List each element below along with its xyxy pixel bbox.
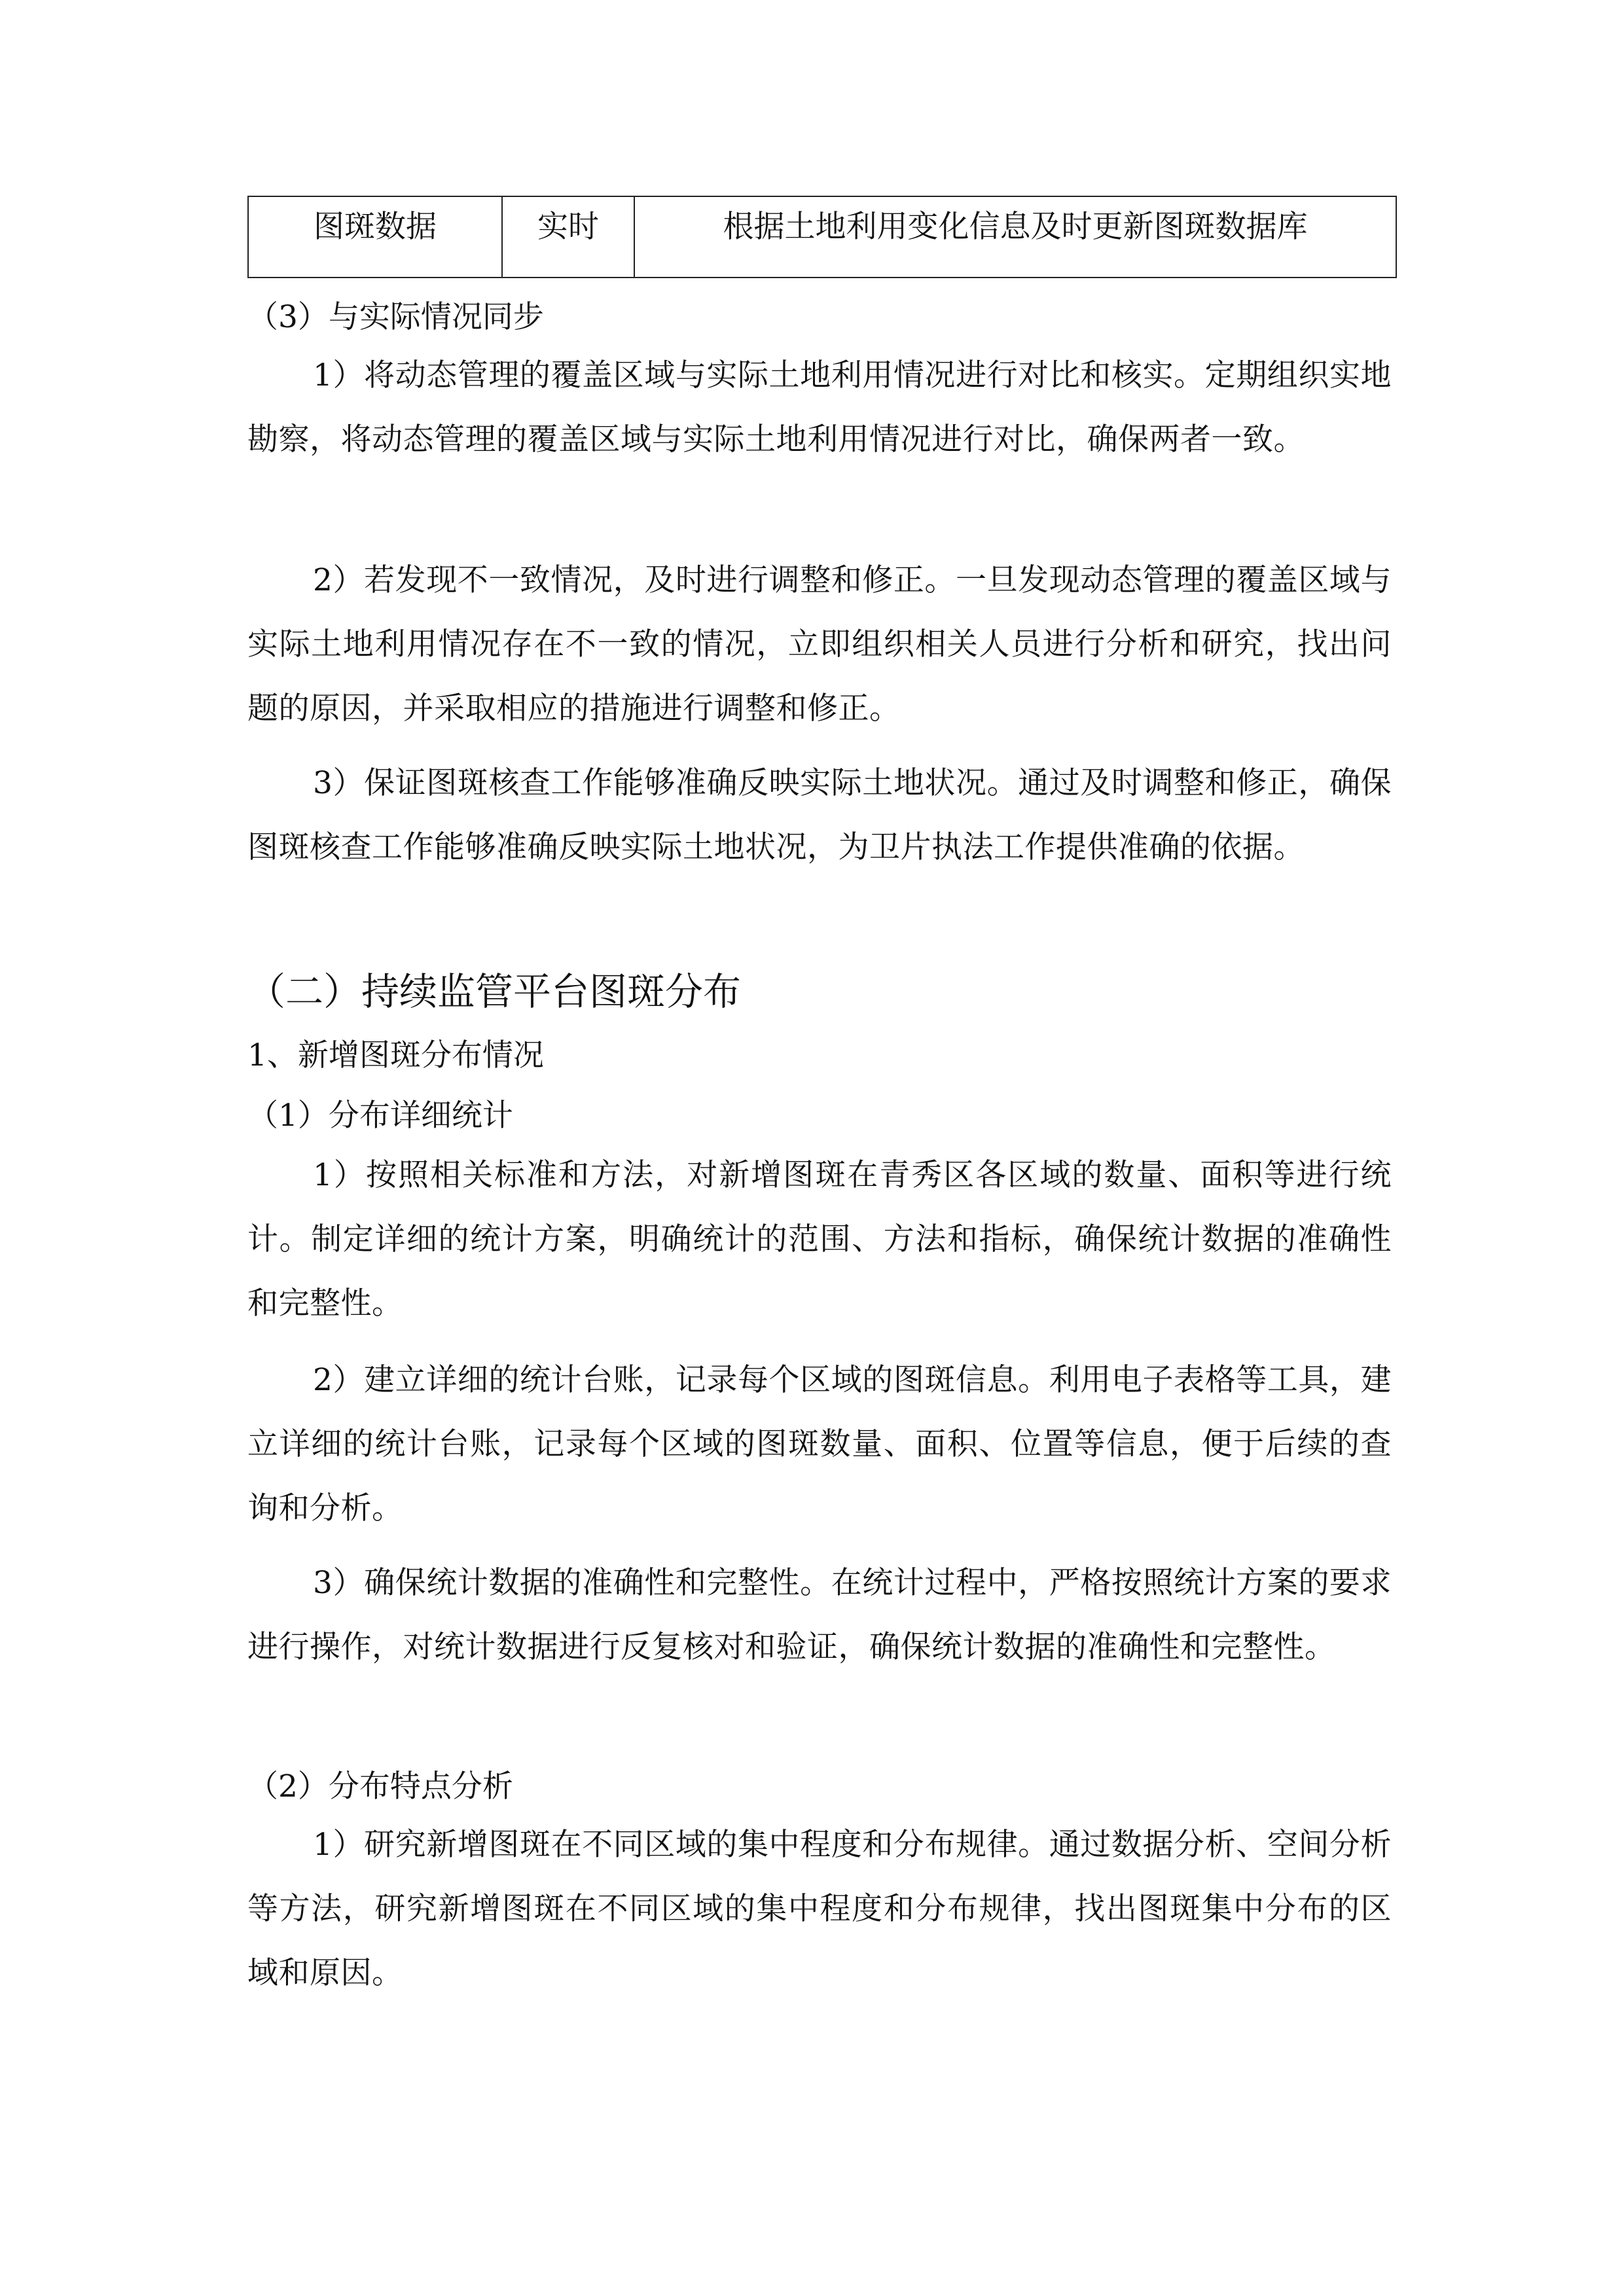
table-cell-description: 根据土地利用变化信息及时更新图斑数据库 xyxy=(634,196,1396,278)
section-3-paragraph-1: 1）将动态管理的覆盖区域与实际土地利用情况进行对比和核实。定期组织实地勘察，将动态管理的覆盖区域与实际土地利用情况进行对比，确保两者一致。 xyxy=(247,357,1392,457)
subsection-1-2-paragraph-1: 1）研究新增图斑在不同区域的集中程度和分布规律。通过数据分析、空间分析等方法，研究新增图斑在不同区域的集中程度和分布规律，找出图斑集中分布的区域和原因。 xyxy=(247,1827,1392,1991)
subsection-1-1-paragraph-1: 1）按照相关标准和方法，对新增图斑在青秀区各区域的数量、面积等进行统计。制定详细的统计方案，明确统计的范围、方法和指标，确保统计数据的准确性和完整性。 xyxy=(247,1157,1392,1321)
chapter-2-title: （二）持续监管平台图斑分布 xyxy=(247,969,742,1014)
table-row xyxy=(248,196,1396,278)
subsection-1-1-title: （1）分布详细统计 xyxy=(247,1098,513,1134)
subsection-1-2-title: （2）分布特点分析 xyxy=(247,1768,513,1804)
section-3-title: （3）与实际情况同步 xyxy=(247,299,544,335)
section-3-paragraph-3: 3）保证图斑核查工作能够准确反映实际土地状况。通过及时调整和修正，确保图斑核查工作能够准确反映实际土地状况，为卫片执法工作提供准确的依据。 xyxy=(247,765,1392,865)
table-cell-data-type: 图斑数据 xyxy=(248,196,502,278)
data-update-table xyxy=(247,196,1397,278)
table-cell-frequency: 实时 xyxy=(502,196,634,278)
section-3-paragraph-2: 2）若发现不一致情况，及时进行调整和修正。一旦发现动态管理的覆盖区域与实际土地利用情况存在不一致的情况，立即组织相关人员进行分析和研究，找出问题的原因，并采取相应的措施进行调整和修正。 xyxy=(247,562,1392,726)
subsection-1-1-paragraph-2: 2）建立详细的统计台账，记录每个区域的图斑信息。利用电子表格等工具，建立详细的统计台账，记录每个区域的图斑数量、面积、位置等信息，便于后续的查询和分析。 xyxy=(247,1362,1392,1526)
subsection-1-title: 1、新增图斑分布情况 xyxy=(247,1037,544,1073)
subsection-1-1-paragraph-3: 3）确保统计数据的准确性和完整性。在统计过程中，严格按照统计方案的要求进行操作，对统计数据进行反复核对和验证，确保统计数据的准确性和完整性。 xyxy=(247,1565,1392,1665)
